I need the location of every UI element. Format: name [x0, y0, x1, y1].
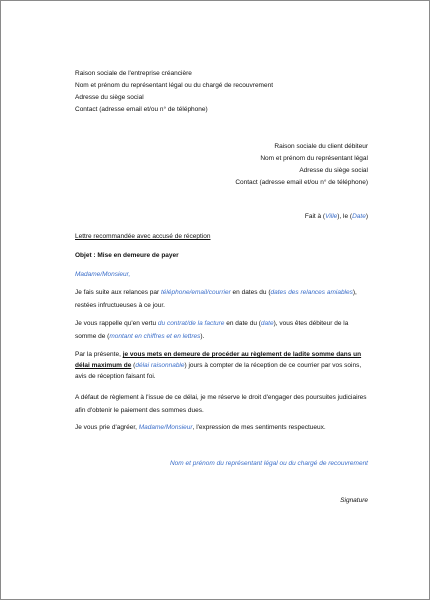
- debt-amount: montant en chiffres et en lettres: [109, 333, 201, 340]
- recipient-representative: Nom et prénom du représentant légal: [260, 155, 368, 162]
- paragraph-formal-notice: Par la présente, je vous mets en demeure de procéder au règlement de ladite somme dans un délai maximum de (délai raisonnable) jours à compter de la réception de ce courrier par vos soins, avis de réception faisant foi.: [75, 351, 362, 380]
- signer-name: Nom et prénom du représentant légal ou du chargé de recouvrement: [169, 460, 368, 467]
- sender-representative: Nom et prénom du représentant légal ou du chargé de recouvrement: [75, 82, 274, 89]
- deadline-placeholder: délai raisonnable: [135, 362, 185, 369]
- sender-contact: Contact (adresse email et/ou n° de téléphone): [75, 106, 208, 113]
- relance-dates: dates des relances amiables: [270, 289, 353, 296]
- date-placeholder: Date: [352, 213, 366, 220]
- signature: Signature: [340, 497, 368, 504]
- paragraph-debt: Je vous rappelle qu'en vertu du contrat/de la facture en date du (date), vous êtes débiteur de la somme de (montant en chiffres et en lettres).: [75, 320, 349, 340]
- letter-object: Objet : Mise en demeure de payer: [75, 252, 179, 259]
- contract-date: date: [260, 320, 274, 327]
- paragraph-legal-action: A défaut de règlement à l'issue de ce délai, je me réserve le droit d'engager des poursuites judiciaires afin d'obtenir le paiement des sommes dues.: [75, 394, 367, 414]
- paragraph-closing: Je vous prie d'agréer, Madame/Monsieur, l'expression de mes sentiments respectueux.: [75, 424, 326, 431]
- sender-company: Raison sociale de l'entreprise créancière: [75, 70, 192, 77]
- sender-address: Adresse du siège social: [75, 94, 144, 101]
- date-suffix: ): [365, 213, 368, 220]
- date-line: [305, 213, 368, 221]
- relance-channel: téléphone/email/courrier: [161, 289, 231, 296]
- recipient-company: Raison sociale du client débiteur: [274, 143, 368, 150]
- salutation: Madame/Monsieur,: [75, 271, 131, 278]
- paragraph-relances: Je fais suite aux relances par téléphone/email/courrier en dates du (dates des relances amiables), restées infructueuses à ce jour.: [75, 289, 357, 309]
- recipient-address: Adresse du siège social: [299, 167, 368, 174]
- city-placeholder: Ville: [325, 213, 338, 220]
- date-middle: ), le (: [337, 213, 353, 220]
- delivery-mode: Lettre recommandée avec accusé de réception: [75, 233, 211, 240]
- deadline-emphasis: délai maximum de: [75, 362, 132, 369]
- closing-title: Madame/Monsieur: [138, 424, 193, 431]
- date-prefix: Fait à (: [304, 213, 326, 220]
- formal-notice-emphasis: je vous mets en demeure de procéder au règlement de ladite somme dans un: [122, 351, 362, 358]
- contract-ref: du contrat/de la facture: [157, 320, 225, 327]
- recipient-contact: Contact (adresse email et/ou n° de téléphone): [235, 179, 368, 186]
